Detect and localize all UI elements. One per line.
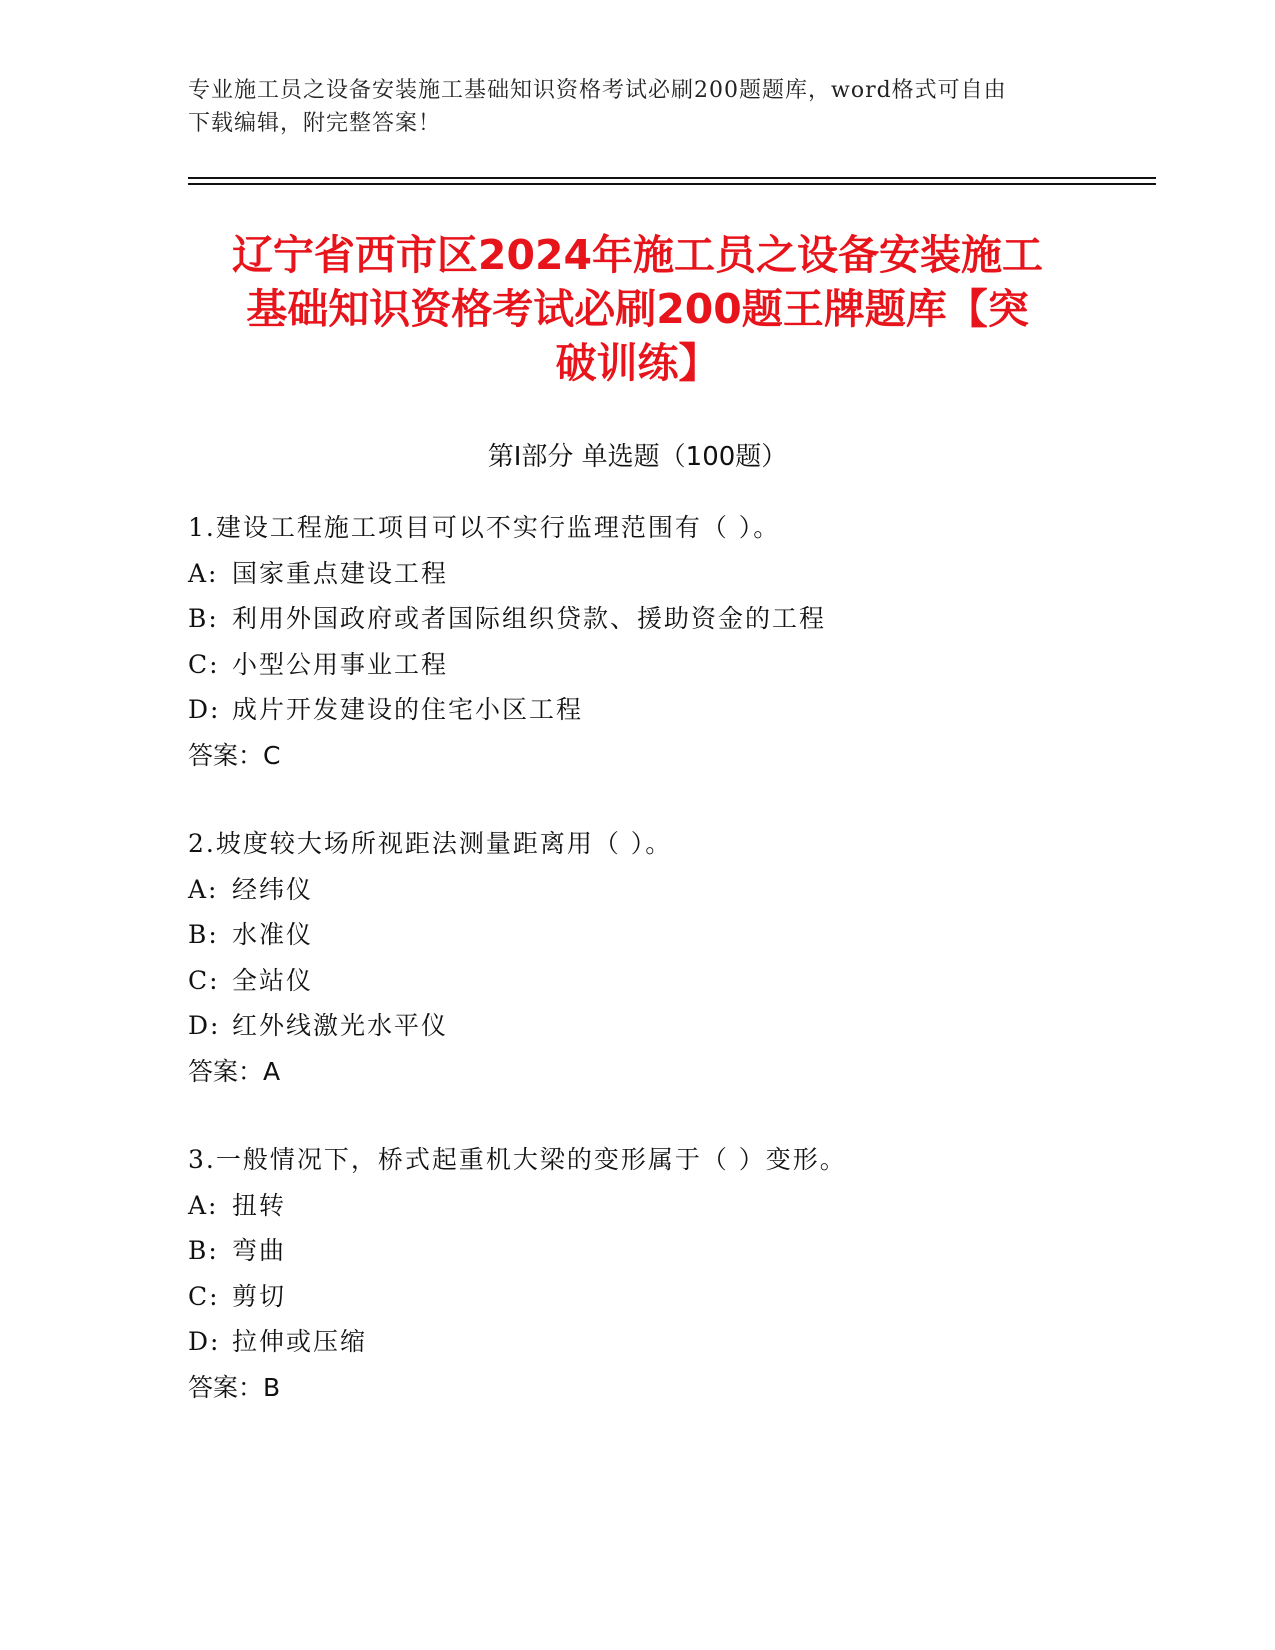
option-d bbox=[188, 1319, 1138, 1365]
option-text: 小型公用事业工程 bbox=[232, 649, 449, 679]
document-title-line-1: 辽宁省西市区2024年施工员之设备安装施工 bbox=[231, 231, 1044, 279]
option-a bbox=[188, 867, 1138, 913]
option-text: 红外线激光水平仪 bbox=[232, 1011, 449, 1040]
option-letter: D: bbox=[188, 1327, 221, 1356]
answer: 答案：B bbox=[188, 1372, 281, 1402]
option-d bbox=[188, 687, 1138, 733]
question-stem: 3.一般情况下，桥式起重机大梁的变形属于（ ）变形。 bbox=[188, 1145, 847, 1174]
document-title bbox=[170, 228, 1105, 390]
question-stem: 2.坡度较大场所视距法测量距离用（ ）。 bbox=[188, 829, 673, 858]
header-divider-thick bbox=[188, 183, 1156, 185]
option-text: 弯曲 bbox=[232, 1236, 287, 1265]
header-note-line-2: 下载编辑，附完整答案！ bbox=[188, 111, 442, 136]
option-letter: B: bbox=[188, 920, 219, 949]
option-letter: C: bbox=[188, 649, 220, 679]
document-title-line-2: 基础知识资格考试必刷200题王牌题库【突 bbox=[246, 285, 1029, 333]
option-text: 拉伸或压缩 bbox=[232, 1327, 368, 1356]
option-text: 水准仪 bbox=[232, 920, 314, 949]
header-note bbox=[188, 74, 1088, 140]
option-a bbox=[188, 1183, 1138, 1229]
document-title-line-3: 破训练】 bbox=[555, 339, 720, 387]
answer: 答案：A bbox=[188, 1056, 281, 1086]
option-d bbox=[188, 1003, 1138, 1049]
answer: 答案：C bbox=[188, 740, 281, 770]
option-letter: B: bbox=[188, 1236, 219, 1265]
option-text: 经纬仪 bbox=[232, 874, 314, 904]
question-1 bbox=[188, 505, 1138, 778]
option-letter: C: bbox=[188, 965, 220, 995]
option-text: 成片开发建设的住宅小区工程 bbox=[232, 695, 584, 724]
option-b bbox=[188, 596, 1138, 642]
header-divider-thin bbox=[188, 177, 1156, 179]
option-b bbox=[188, 912, 1138, 958]
option-text: 剪切 bbox=[232, 1281, 287, 1311]
option-a bbox=[188, 551, 1138, 597]
option-letter: D: bbox=[188, 1011, 221, 1040]
option-letter: B: bbox=[188, 604, 219, 633]
option-letter: A: bbox=[188, 874, 219, 904]
option-letter: A: bbox=[188, 558, 219, 588]
option-b bbox=[188, 1228, 1138, 1274]
option-c bbox=[188, 958, 1138, 1004]
option-c bbox=[188, 642, 1138, 688]
option-text: 全站仪 bbox=[232, 965, 314, 995]
option-letter: A: bbox=[188, 1190, 219, 1220]
section-title: 第Ⅰ部分 单选题（100题） bbox=[487, 442, 788, 472]
question-2 bbox=[188, 821, 1138, 1094]
option-c bbox=[188, 1274, 1138, 1320]
option-letter: D: bbox=[188, 695, 221, 724]
header-note-line-1: 专业施工员之设备安装施工基础知识资格考试必刷200题题库，word格式可自由 bbox=[188, 78, 1007, 103]
option-text: 国家重点建设工程 bbox=[232, 558, 449, 588]
option-text: 利用外国政府或者国际组织贷款、援助资金的工程 bbox=[232, 604, 827, 633]
question-stem: 1.建设工程施工项目可以不实行监理范围有（ ）。 bbox=[188, 513, 781, 542]
option-letter: C: bbox=[188, 1281, 220, 1311]
option-text: 扭转 bbox=[232, 1190, 287, 1220]
question-3 bbox=[188, 1137, 1138, 1410]
